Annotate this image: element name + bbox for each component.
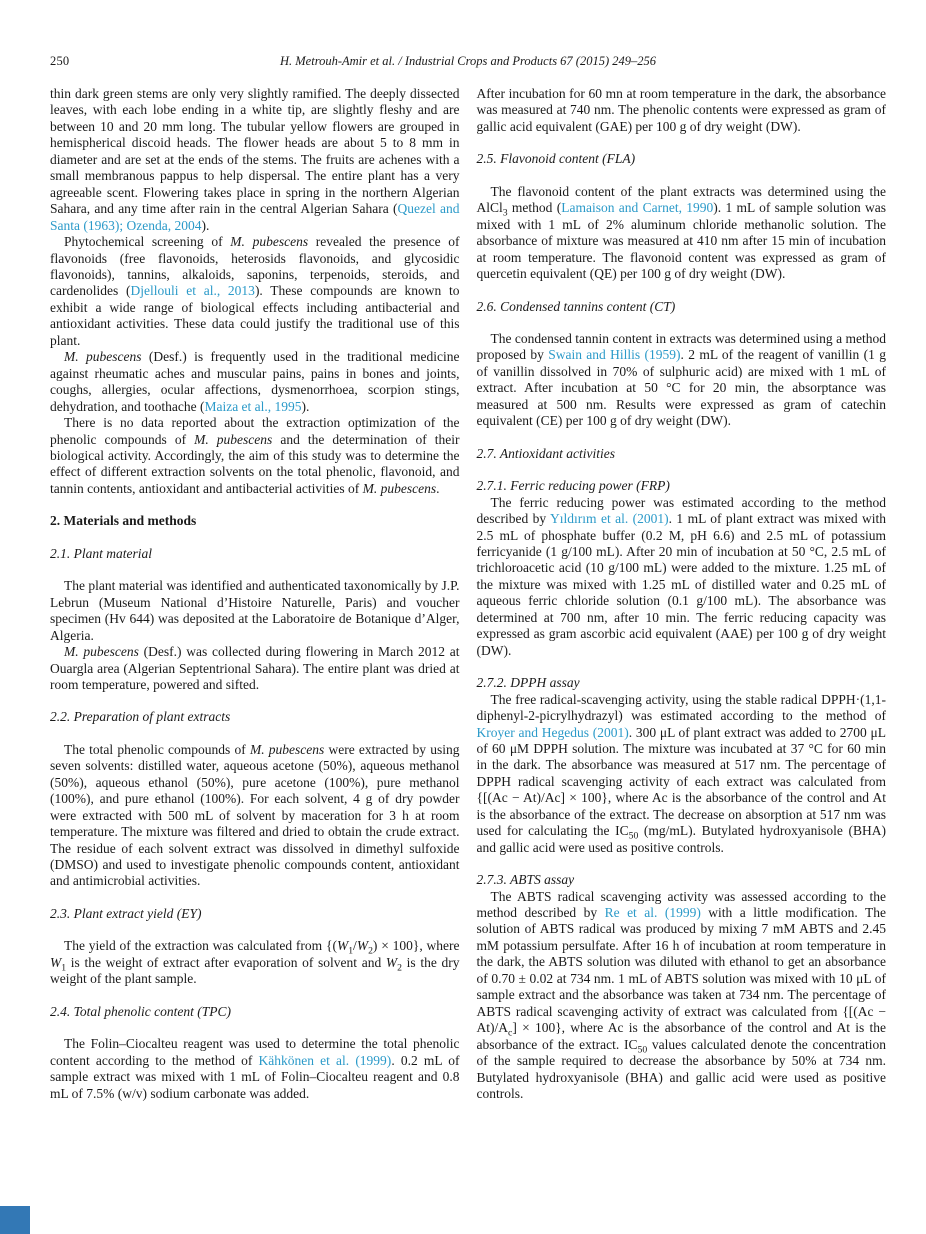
- italic-text: M. pubescens: [230, 234, 309, 250]
- paragraph: The yield of the extraction was calculated from $\{(W_1/W_2) \times 100\}$, where $W_1$ is the weight of extract after evaporation of solvent and $W_2$ is the dry weight of the plant sample.: [50, 938, 460, 987]
- subscript-text: 50: [637, 1044, 648, 1056]
- paragraph: M. pubescens (Desf.) is frequently used in the traditional medicine against rheumatic aches and muscular pains, pains in bones and joints, coughs, allergies, ocular affections, dysmenorrhoea, scorpion stings, dehydration, and toothache (Maiza et al., 1995).: [50, 349, 460, 414]
- subscript-text: 2: [368, 946, 373, 958]
- section-heading: 2.7. Antioxidant activities: [476, 445, 615, 461]
- paragraph: After incubation for 60 mn at room temperature in the dark, the absorbance was measured at 740 nm. The phenolic contents were expressed as gram of gallic acid equivalent (GAE) per 100 g of dry weight (DW).: [476, 86, 886, 134]
- italic-text: M. pubescens: [64, 644, 139, 660]
- subscript-text: 3: [502, 207, 508, 219]
- citation-link[interactable]: Kroyer and Hegedus (2001): [476, 724, 629, 740]
- citation-link[interactable]: Re et al. (1999): [604, 905, 701, 921]
- section-heading: 2.7.1. Ferric reducing power (FRP): [476, 478, 670, 494]
- citation-link[interactable]: Swain and Hillis (1959): [548, 347, 681, 363]
- paragraph: The ferric reducing power was estimated according to the method described by Yıldırım et al. (2001). 1 mL of plant extract was mixed with 2.5 mL of phosphate buffer (0.2 M, pH 6.6) and 2.5 mL of potassium ferricyanide (1 g/100 mL). After 20 min of incubation at 50 °C, 2.5 mL of trichloroacetic acid (10 g/100 mL) were added to the mixture. 1.25 mL of the mixture was mixed with 1.25 mL of distilled water and 0.25 mL of aqueous ferric chloride solution (0.1 g/100 mL). The absorbance was determined at 700 nm, after 10 min. The ferric reducing capacity was expressed as gram ascorbic acid equivalent (AAE) per 100 g of dry weight (DW).: [476, 494, 886, 658]
- page-corner-marker: [0, 1206, 30, 1234]
- running-header: [50, 54, 886, 72]
- citation-link[interactable]: Kähkönen et al. (1999): [258, 1052, 392, 1068]
- paragraph: M. pubescens (Desf.) was collected during flowering in March 2012 at Ouargla area (Algerian Septentrional Sahara). The entire plant was dried at room temperature, powered and sifted.: [50, 644, 460, 692]
- section-heading: 2.5. Flavonoid content (FLA): [476, 151, 636, 167]
- section-heading: 2.6. Condensed tannins content (CT): [476, 298, 676, 314]
- section-heading: 2.1. Plant material: [50, 545, 152, 561]
- paragraph: Phytochemical screening of M. pubescens revealed the presence of flavonoids (free flavonoids, heterosids flavonoids, and glycosidic flavonoids), tannins, alkaloids, saponins, terpenoids, steroids, and cardenolides (Djellouli et al., 2013). These compounds are known to exhibit a wide range of biological effects including antibacterial and antioxidant activities. These data could justify the traditional use of this plant.: [50, 234, 460, 348]
- paragraph: The total phenolic compounds of M. pubescens were extracted by using seven solvents: distilled water, aqueous acetone (50%), aqueous methanol (50%), aqueous ethanol (50%), pure acetone (100%), pure methanol (100%), and pure ethanol (100%). For each solvent, 4 g of dry powder were extracted with 500 mL of solvent by maceration for 3 h at room temperature. The mixture was filtered and dried to obtain the crude extract. The residue of each solvent extract was dissolved in dimethyl sulfoxide (DMSO) and used to investigate phenolic compounds content, antioxidant and antimicrobial activities.: [50, 741, 460, 889]
- paragraph: The plant material was identified and authenticated taxonomically by J.P. Lebrun (Museum National d’Histoire Naturelle, Paris) and voucher specimen (Hv 644) was deposited at the Laboratoire de Botanique d’Alger, Algeria.: [50, 578, 460, 643]
- subscript-text: 2: [397, 962, 402, 974]
- paragraph: The free radical-scavenging activity, using the stable radical DPPH·(1,1-diphenyl-2-picrylhydrazyl) was estimated according to the method of Kroyer and Hegedus (2001). 300 μL of plant extract was added to 2700 μL of 60 μM DPPH solution. The mixture was incubated at 37 °C for 60 min in the dark. The absorbance was measured at 517 nm. The percentage of DPPH radical scavenging activity of each extract was calculated from {[(Ac − At)/Ac] × 100}, where Ac is the absorbance of the control and At is the absorbance of the extract. The decrease on absorption at 517 nm was used for calculating the $IC_{50}$ (mg/mL). Butylated hydroxyanisole (BHA) and gallic acid were used as positive controls.: [476, 691, 886, 855]
- paragraph: The condensed tannin content in extracts was determined using a method proposed by Swain and Hillis (1959). 2 mL of the reagent of vanillin (1 g of vanillin dissolved in 70% of sulphuric acid) are mixed with 1 mL of extract. After incubation at 50 °C for 20 min, the absorptance was measured at 500 nm. Results were expressed as gram of catechin equivalent (CE) per 100 g of dry weight (DW).: [476, 330, 886, 429]
- italic-text: W: [356, 938, 369, 954]
- citation-link[interactable]: Djellouli et al., 2013: [130, 283, 255, 299]
- paragraph: The flavonoid content of the plant extracts was determined using the AlCl$_3$ method (Lamaison and Carnet, 1990). 1 mL of sample solution was mixed with 1 mL of 2% aluminum chloride methanolic solution. The absorbance of mixture was measured at 410 nm after 15 min of incubation at room temperature. The flavonoid content was expressed as gram of quercetin equivalent (QE) per 100 g of dry weight (DW).: [476, 183, 886, 282]
- paragraph: There is no data reported about the extraction optimization of the phenolic compounds of M. pubescens and the determination of their biological activity. Accordingly, the aim of this study was to determine the effect of different extraction solvents on the total phenolic, flavonoid, and tannin contents, antioxidant and antibacterial activities of M. pubescens.: [50, 415, 460, 496]
- italic-text: W: [336, 938, 349, 954]
- section-heading: 2. Materials and methods: [50, 513, 197, 529]
- left-column: [50, 86, 460, 1102]
- subscript-text: c: [508, 1027, 513, 1039]
- section-heading: 2.2. Preparation of plant extracts: [50, 709, 231, 725]
- text-columns: [50, 86, 886, 1102]
- italic-text: M. pubescens: [64, 349, 142, 365]
- subscript-text: 1: [61, 962, 67, 974]
- section-heading: 2.7.2. DPPH assay: [476, 675, 580, 691]
- subscript-text: 1: [348, 946, 354, 958]
- section-heading: 2.7.3. ABTS assay: [476, 872, 575, 888]
- right-column: [477, 86, 887, 1102]
- paragraph: thin dark green stems are only very slightly ramified. The deeply dissected leaves, with each lobe ending in a white tip, are slightly fleshy and are between 10 and 20 mm long. The tubular yellow flowers are grouped in hemispherical discoid heads. The flower heads are about 5 to 8 mm in diameter and are set at the ends of the stems. The fruits are achenes with a small membranous pappus to help dispersal. The entire plant has a very agreeable scent. Flowering takes place in spring in the northern Algerian Sahara, and any time after rain in the central Algerian Sahara (Quezel and Santa (1963); Ozenda, 2004).: [50, 86, 460, 233]
- citation-link[interactable]: Quezel and Santa (1963); Ozenda, 2004: [50, 201, 460, 233]
- citation-link[interactable]: Yıldırım et al. (2001): [550, 511, 669, 527]
- paragraph: The ABTS radical scavenging activity was assessed according to the method described by Re et al. (1999) with a little modification. The solution of ABTS radical was produced by mixing 7 mM ABTS and 2.45 mM potassium persulfate. After 16 h of incubation at room temperature in the dark, the ABTS solution was diluted with ethanol to get an absorbance of 0.70 ± 0.02 at 734 nm. 1 mL of ABTS solution was mixed with 10 μL of sample extract and the absorbance was taken at 734 nm. The percentage of ABTS radical scavenging activity of extract was calculated from $\{[(Ac - At)/A_c] \times 100\}$, where Ac is the absorbance of the control and At is the absorbance of the extract. $IC_{50}$ values calculated denote the concentration of the sample required to decrease the absorbance by 50% at 734 nm. Butylated hydroxyanisole (BHA) and gallic acid were used as positive controls.: [476, 888, 886, 1102]
- italic-text: M. pubescens: [194, 431, 273, 447]
- paragraph: The Folin–Ciocalteu reagent was used to determine the total phenolic content according to the method of Kähkönen et al. (1999). 0.2 mL of sample extract was mixed with 1 mL of Folin–Ciocalteu reagent and 0.8 mL of 7.5% (w/v) sodium carbonate was added.: [50, 1036, 460, 1101]
- section-heading: 2.3. Plant extract yield (EY): [50, 905, 202, 921]
- italic-text: M. pubescens: [362, 480, 437, 496]
- italic-text: W: [50, 954, 62, 970]
- citation-link[interactable]: Maiza et al., 1995: [204, 398, 302, 414]
- page-number: 250: [50, 54, 70, 68]
- citation-link[interactable]: Lamaison and Carnet, 1990: [561, 200, 714, 216]
- italic-text: W: [385, 954, 398, 970]
- subscript-text: 50: [628, 830, 639, 842]
- running-title: H. Metrouh-Amir et al. / Industrial Crops and Products 67 (2015) 249–256: [279, 54, 657, 68]
- section-heading: 2.4. Total phenolic content (TPC): [50, 1003, 231, 1019]
- italic-text: M. pubescens: [249, 741, 325, 757]
